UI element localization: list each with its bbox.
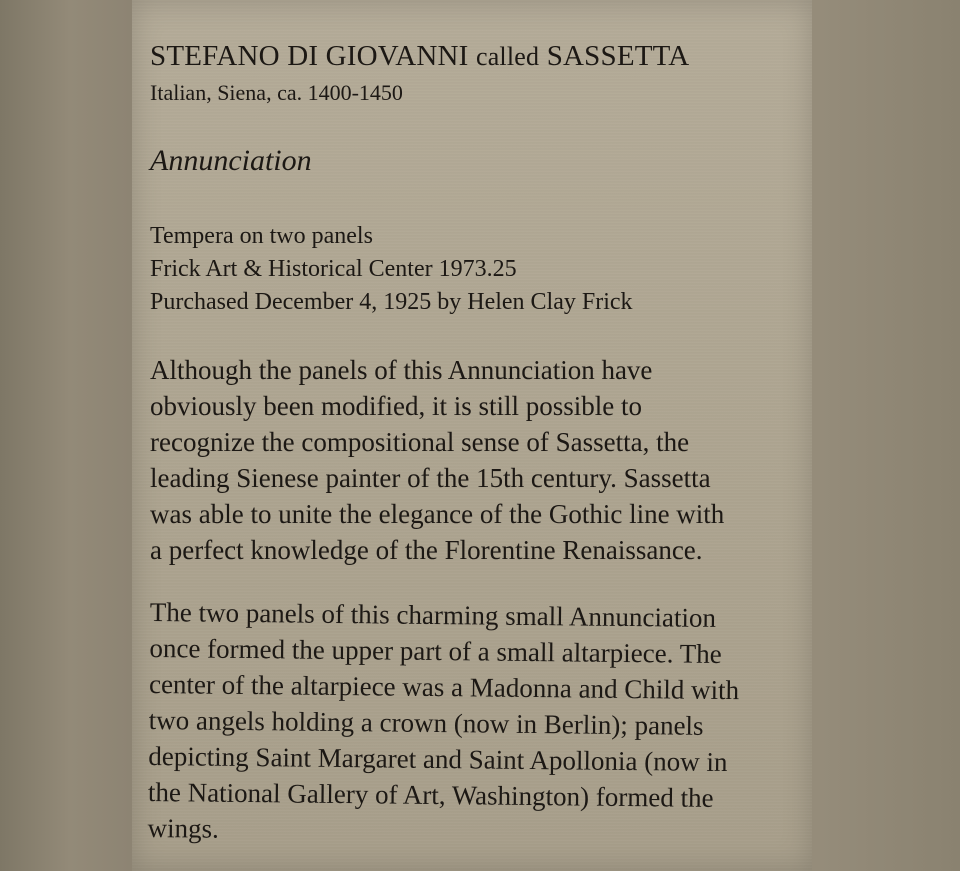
artist-called: called [475,42,540,71]
paragraph-line: Although the panels of this Annunciation have [150,355,653,385]
artist-name: STEFANO DI GIOVANNI [150,40,469,72]
paragraph-line: obviously been modified, it is still possible to [150,391,642,421]
artwork-provenance: Purchased December 4, 1925 by Helen Clay Frick [150,289,633,315]
description-paragraph-1 [150,352,810,568]
artwork-title: Annunciation [150,144,312,177]
paragraph-line: The two panels of this charming small Annunciation [149,596,717,633]
paragraph-line: depicting Saint Margaret and Saint Apollonia (now in [148,740,728,778]
description-paragraph-2 [147,594,810,853]
paragraph-line: two angels holding a crown (now in Berlin); panels [148,704,704,741]
artist-origin: Italian, Siena, ca. 1400-1450 [150,80,403,105]
artwork-medium: Tempera on two panels [150,223,373,249]
paragraph-line: once formed the upper part of a small altarpiece. The [149,632,722,669]
paragraph-line: center of the altarpiece was a Madonna and Child with [148,668,740,706]
paragraph-line: the National Gallery of Art, Washington) formed the [147,776,714,813]
artwork-collection: Frick Art & Historical Center 1973.25 [150,256,517,282]
paragraph-line: leading Sienese painter of the 15th century. Sassetta [150,463,711,493]
paragraph-line: was able to unite the elegance of the Gothic line with [150,499,725,529]
paragraph-line: wings. [147,812,219,844]
artist-line [150,40,689,73]
artist-alias: SASSETTA [546,40,690,72]
paragraph-line: a perfect knowledge of the Florentine Renaissance. [150,535,703,565]
artwork-details [150,220,633,319]
museum-placard [132,0,812,871]
paragraph-line: recognize the compositional sense of Sassetta, the [150,427,690,457]
